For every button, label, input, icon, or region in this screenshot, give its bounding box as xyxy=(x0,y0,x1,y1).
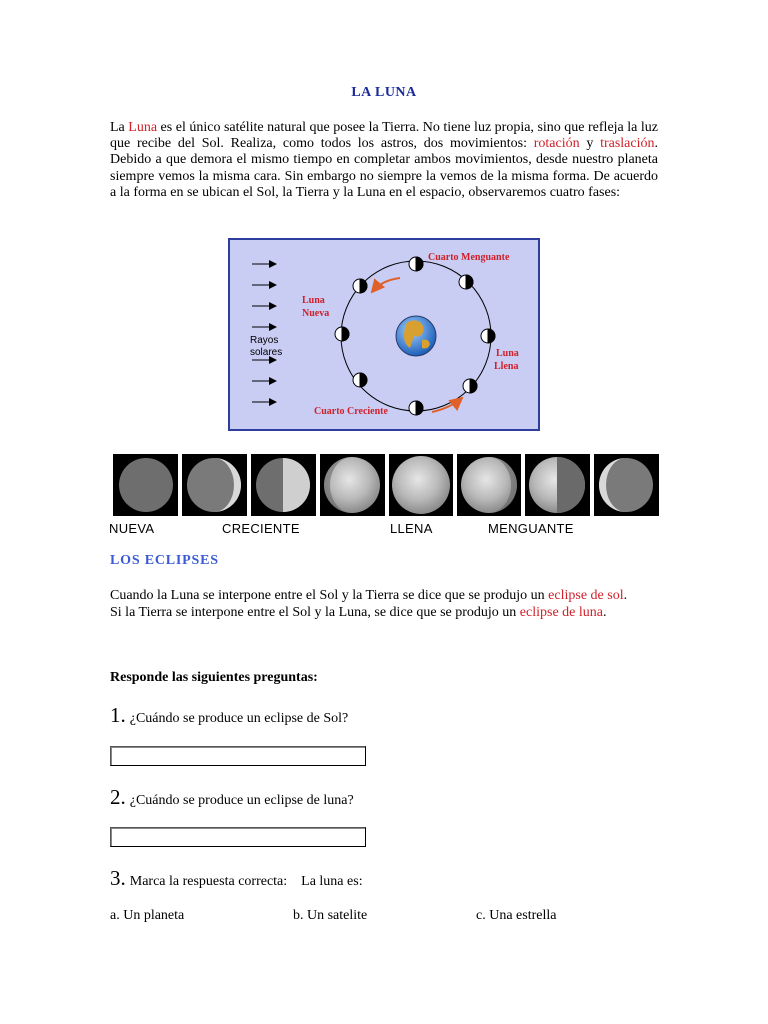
moon-phase-4 xyxy=(324,457,380,513)
page-title: LA LUNA xyxy=(351,85,417,100)
question-3-sub: La luna es: xyxy=(301,874,363,889)
luna-highlight: Luna xyxy=(128,120,158,135)
answer-1-input[interactable] xyxy=(110,746,366,766)
questions-heading: Responde las siguientes preguntas: xyxy=(110,670,318,685)
rays-label-1: Rayos xyxy=(250,335,279,346)
question-3 xyxy=(110,866,363,891)
moon-phase-8 xyxy=(599,458,653,512)
eclipse-luna-period: . xyxy=(602,605,607,620)
label-creciente: CRECIENTE xyxy=(222,521,300,536)
rotacion-highlight: rotación xyxy=(533,136,580,152)
question-2-number: 2. xyxy=(110,785,126,809)
label-nueva: NUEVA xyxy=(109,521,155,536)
eclipse-sol-sentence xyxy=(110,587,658,604)
moon-phase-2 xyxy=(187,458,241,512)
intro-paragraph xyxy=(110,120,658,201)
option-c[interactable]: c. Una estrella xyxy=(476,908,557,923)
eclipses-text xyxy=(110,587,658,621)
label-cuarto-creciente: Cuarto Creciente xyxy=(314,406,388,417)
sun-rays xyxy=(250,264,279,402)
orbit-diagram-svg xyxy=(230,240,538,429)
question-1-number: 1. xyxy=(110,703,126,727)
intro-text-3: y xyxy=(579,136,601,152)
question-3-text: Marca la respuesta correcta: xyxy=(129,874,288,889)
label-llena: LLENA xyxy=(390,521,433,536)
intro-text-4: . Debido a que demora el mismo tiempo en completar ambos movimientos, desde nuestro planeta siempre vemos la misma cara. Sin embargo no siempre la vemos de la misma forma. De acuerdo a la forma en se ubican el Sol, la Tierra y la Luna en el espacio, observaremos cuatro fases: xyxy=(110,136,658,200)
intro-text-2: es el único satélite natural que posee la Tierra. No tiene luz propia, sino que refleja la luz que recibe del Sol. Realiza, como todos los astros, dos movimientos: xyxy=(110,120,659,152)
moon-phase-6 xyxy=(461,457,517,513)
eclipses-heading: LOS ECLIPSES xyxy=(110,553,219,568)
earth-icon xyxy=(396,316,436,356)
moon-phases-diagram xyxy=(228,238,540,431)
eclipse-sol-highlight: eclipse de sol xyxy=(548,588,624,603)
question-2 xyxy=(110,785,354,810)
label-luna-llena-2: Llena xyxy=(494,361,519,372)
label-luna-nueva-1: Luna xyxy=(302,295,325,306)
question-2-text: ¿Cuándo se produce un eclipse de luna? xyxy=(129,793,354,808)
option-b[interactable]: b. Un satelite xyxy=(293,908,368,923)
question-1 xyxy=(110,703,348,728)
direction-arrow-bottom xyxy=(432,398,462,412)
eclipse-luna-text: Si la Tierra se interpone entre el Sol y la Luna, se dice que se produjo un xyxy=(110,605,520,620)
label-cuarto-menguante: Cuarto Menguante xyxy=(428,252,510,263)
eclipse-luna-highlight: eclipse de luna xyxy=(519,605,603,620)
moon-phase-7 xyxy=(529,457,585,513)
eclipse-luna-sentence xyxy=(110,604,658,621)
eclipse-sol-text: Cuando la Luna se interpone entre el Sol y la Tierra se dice que se produjo un xyxy=(110,588,549,603)
eclipse-sol-period: . xyxy=(623,588,628,603)
option-a[interactable]: a. Un planeta xyxy=(110,908,185,923)
rays-label-2: solares xyxy=(250,347,283,358)
moon-phase-5 xyxy=(392,456,450,514)
label-luna-llena-1: Luna xyxy=(496,348,519,359)
moon-phase-3 xyxy=(256,458,310,512)
label-luna-nueva-2: Nueva xyxy=(302,308,330,319)
moon-phase-1 xyxy=(119,458,173,512)
answer-2-input[interactable] xyxy=(110,827,366,847)
label-menguante: MENGUANTE xyxy=(488,521,574,536)
moon-phase-photos xyxy=(113,454,659,516)
direction-arrow-top xyxy=(372,278,400,292)
question-3-number: 3. xyxy=(110,866,126,890)
intro-text-1: La xyxy=(110,120,129,135)
phase-labels xyxy=(109,521,669,537)
traslacion-highlight: traslación xyxy=(600,136,655,152)
question-1-text: ¿Cuándo se produce un eclipse de Sol? xyxy=(129,711,349,726)
phase-strip-svg xyxy=(113,454,659,516)
